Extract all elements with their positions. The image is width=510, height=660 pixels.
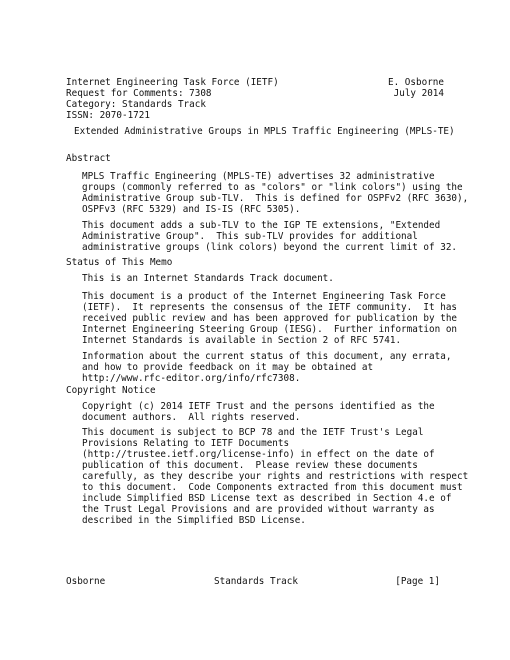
status-paragraph-3: Information about the current status of this document, any errata, and how to provide feedback on it may be obtained at http://www.rfc-editor.org/info/rfc7308. — [82, 351, 452, 384]
copyright-paragraph-2: This document is subject to BCP 78 and the IETF Trust's Legal Provisions Relating to IETF Documents (http://trustee.ietf.org/license-info) in effect on the date of publication of this document. Please review these documents carefully, as they describe your rights and restrictions with respect to this document. Code Components extracted from this document must include Simplified BSD License text as described in Section 4.e of the Trust Legal Provisions and are provided without warranty as described in the Simplified BSD License. — [82, 427, 469, 526]
document-title: Extended Administrative Groups in MPLS Traffic Engineering (MPLS-TE) — [74, 126, 455, 137]
abstract-heading: Abstract — [66, 153, 111, 164]
header-issn: ISSN: 2070-1721 — [66, 110, 150, 121]
footer-page-number: [Page 1] — [395, 576, 440, 587]
status-heading: Status of This Memo — [66, 257, 173, 268]
header-category: Category: Standards Track — [66, 99, 206, 110]
header-author: E. Osborne — [388, 77, 444, 88]
copyright-paragraph-1: Copyright (c) 2014 IETF Trust and the persons identified as the document authors. All rights reserved. — [82, 401, 435, 423]
header-org: Internet Engineering Task Force (IETF) — [66, 77, 279, 88]
footer-category: Standards Track — [214, 576, 298, 587]
status-paragraph-2: This document is a product of the Internet Engineering Task Force (IETF). It represents the consensus of the IETF community. It has received public review and has been approved for publication by the Internet Engineering Steering Group (IESG). Further information on Internet Standards is available in Section 2 of RFC 5741. — [82, 291, 458, 346]
header-date: July 2014 — [393, 88, 444, 99]
footer-author: Osborne — [66, 576, 106, 587]
status-paragraph-1: This is an Internet Standards Track document. — [82, 273, 334, 284]
abstract-paragraph-1: MPLS Traffic Engineering (MPLS-TE) advertises 32 administrative groups (commonly referred to as "colors" or "link colors") using the Administrative Group sub-TLV. This is defined for OSPFv2 (RFC 3630), OSPFv3 (RFC 5329) and IS-IS (RFC 5305). — [82, 171, 469, 215]
copyright-heading: Copyright Notice — [66, 385, 156, 396]
header-rfc-number: Request for Comments: 7308 — [66, 88, 212, 99]
abstract-paragraph-2: This document adds a sub-TLV to the IGP TE extensions, "Extended Administrative Group". This sub-TLV provides for additional administrative groups (link colors) beyond the current limit of 32. — [82, 220, 458, 253]
